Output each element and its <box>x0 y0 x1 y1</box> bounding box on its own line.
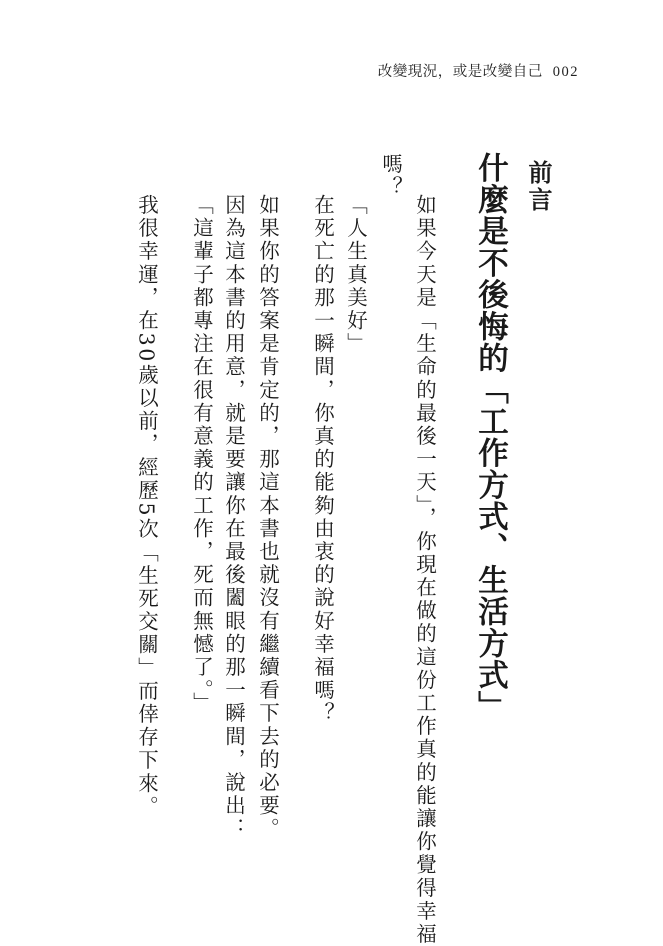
running-header <box>378 60 579 81</box>
preface-label: 前言 <box>524 160 552 214</box>
body-line-7: 「這輩子都專注在很有意義的工作，死而無憾了。」 <box>189 194 214 716</box>
body-line-4: 在死亡的那一瞬間，你真的能夠由衷的說好幸福嗎？ <box>310 194 335 726</box>
running-title: 改變現況，或是改變自己 <box>377 64 543 80</box>
body-line-5: 如果你的答案是肯定的，那這本書也就沒有繼續看下去的必要。 <box>255 194 280 841</box>
body-line-8: 我很幸運，在30歲以前，經歷5次「生死交關」而倖存下來。 <box>134 194 159 819</box>
body-line-3: 「人生真美好」 <box>343 194 368 356</box>
chapter-title: 什麼是不後悔的「工作方式、生活方式」 <box>472 152 508 723</box>
body-line-6: 因為這本書的用意，就是要讓你在最後闔眼的那一瞬間，說出： <box>221 194 246 841</box>
page-number: 002 <box>552 64 579 80</box>
body-line-1: 如果今天是「生命的最後一天」，你現在做的這份工作真的能讓你覺得幸福 <box>412 194 437 946</box>
body-line-2: 嗎？ <box>378 153 403 200</box>
